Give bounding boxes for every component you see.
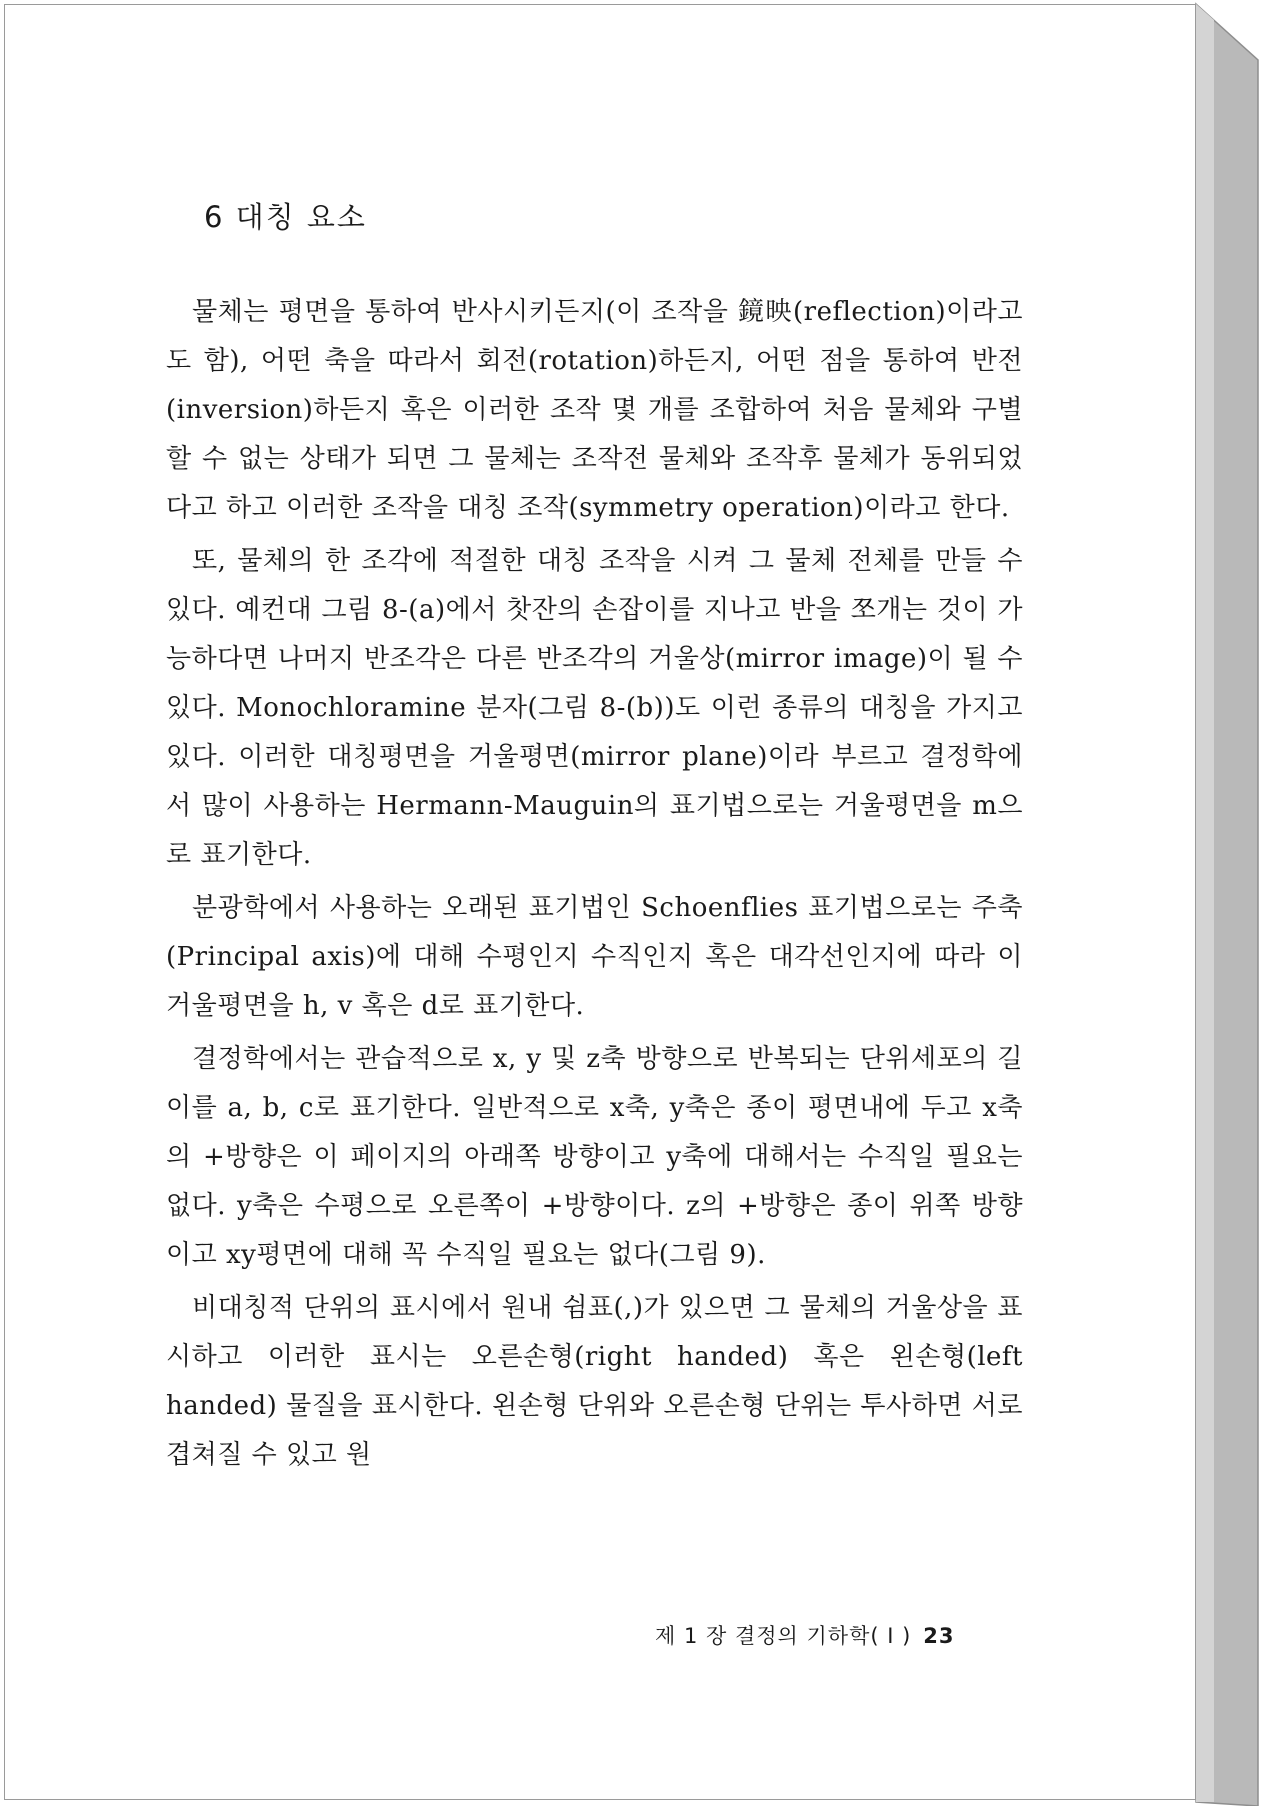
- paragraph-text: 물체는 평면을 통하여 반사시키든지(이 조작을 鏡映(reflection)이라고도 함), 어떤 축을 따라서 회전(rotation)하든지, 어떤 점을 통하여 반전(inversion)하든지 혹은 이러한 조작 몇 개를 조합하여 처음 물체와 구별할 수 없는 상태가 되면 그 물체는 조작전 물체와 조작후 물체가 동위되었다고 하고 이러한 조작을 대칭 조작(symmetry operation)이라고 한다.: [166, 297, 1023, 523]
- paragraph-reflection: [166, 288, 1023, 533]
- paragraph-unit-cell-axes: [166, 1035, 1023, 1280]
- paragraph-handedness: [166, 1284, 1023, 1480]
- page-footer: [655, 1620, 955, 1650]
- running-head: 제 1 장 결정의 기하학( I ): [655, 1624, 912, 1648]
- paragraph-text: 분광학에서 사용하는 오래된 표기법인 Schoenflies 표기법으로는 주축(Principal axis)에 대해 수평인지 수직인지 혹은 대각선인지에 따라 이 거울평면을 h, v 혹은 d로 표기한다.: [166, 893, 1023, 1021]
- paragraph-text: 비대칭적 단위의 표시에서 원내 쉼표(,)가 있으면 그 물체의 거울상을 표시하고 이러한 표시는 오른손형(right handed) 혹은 왼손형(left handed) 물질을 표시한다. 왼손형 단위와 오른손형 단위는 투사하면 서로 겹쳐질 수 있고 원: [166, 1293, 1023, 1470]
- paragraph-text: 또, 물체의 한 조각에 적절한 대칭 조작을 시켜 그 물체 전체를 만들 수 있다. 예컨대 그림 8-(a)에서 찻잔의 손잡이를 지나고 반을 쪼개는 것이 가능하다면 나머지 반조각은 다른 반조각의 거울상(mirror image)이 될 수 있다. Monochloramine 분자(그림 8-(b))도 이런 종류의 대칭을 가지고 있다. 이러한 대칭평면을 거울평면(mirror plane)이라 부르고 결정학에서 많이 사용하는 Hermann-Mauguin의 표기법으로는 거울평면을 m으로 표기한다.: [166, 546, 1023, 870]
- page-content: [166, 195, 1023, 1484]
- page-number: 23: [923, 1624, 955, 1648]
- paragraph-schoenflies: [166, 884, 1023, 1031]
- section-title: 6 대칭 요소: [204, 200, 367, 234]
- paragraph-mirror-plane: [166, 537, 1023, 880]
- paragraph-text: 결정학에서는 관습적으로 x, y 및 z축 방향으로 반복되는 단위세포의 길이를 a, b, c로 표기한다. 일반적으로 x축, y축은 종이 평면내에 두고 x축의 +방향은 이 페이지의 아래쪽 방향이고 y축에 대해서는 수직일 필요는 없다. y축은 수평으로 오른쪽이 +방향이다. z의 +방향은 종이 위쪽 방향이고 xy평면에 대해 꼭 수직일 필요는 없다(그림 9).: [166, 1044, 1023, 1270]
